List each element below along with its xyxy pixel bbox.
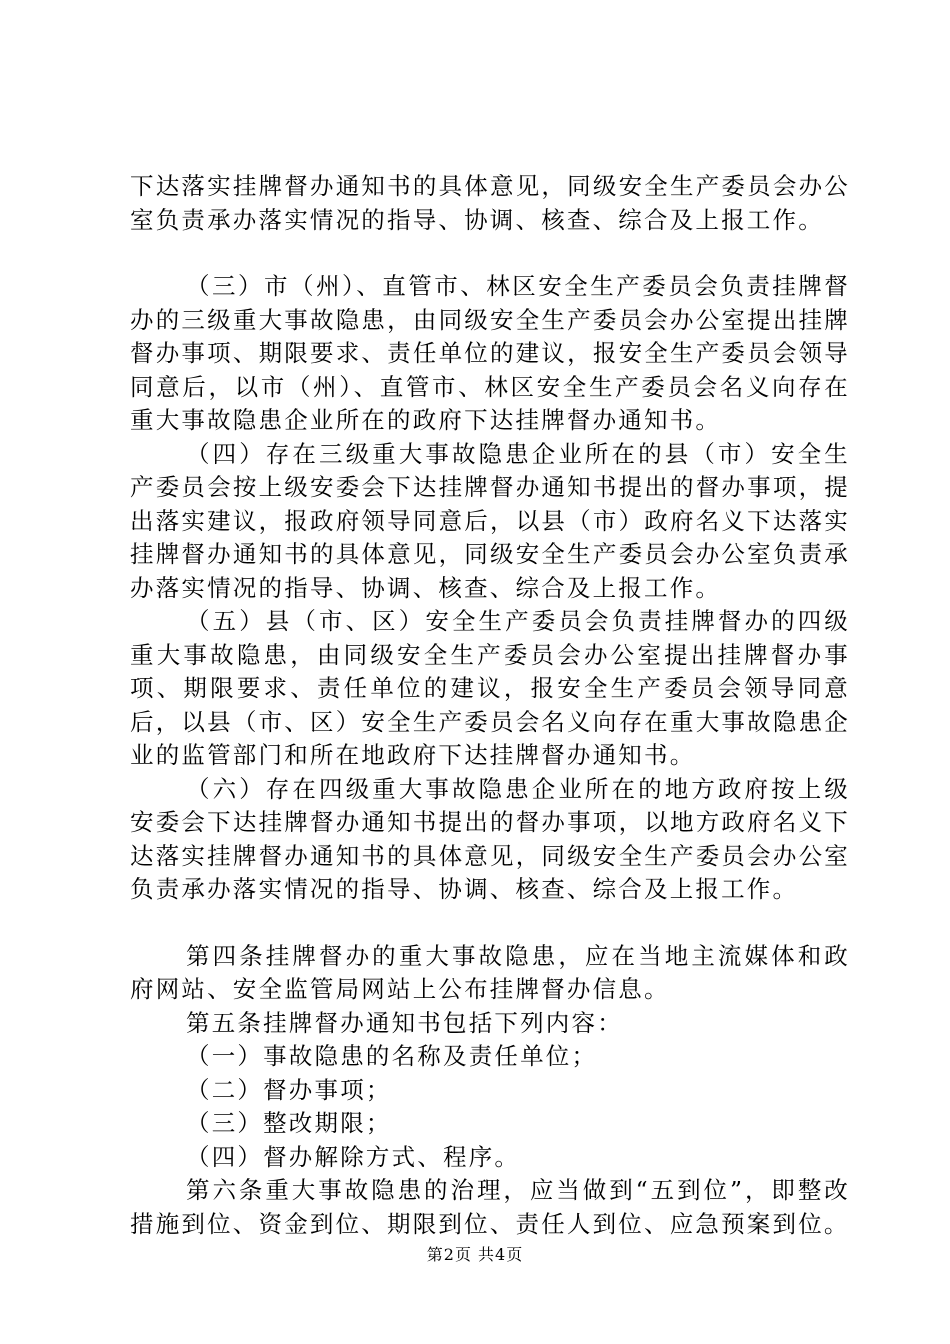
page-footer: 第2页 共4页 <box>426 1245 524 1264</box>
paragraph-item-5: （五）县（市、区）安全生产委员会负责挂牌督办的四级重大事故隐患，由同级安全生产委员会办公室提出挂牌督办事项、期限要求、责任单位的建议，报安全生产委员会领导同意后，以县（市、区）安全生产委员会名义向存在重大事故隐患企业的监管部门和所在地政府下达挂牌督办通知书。 <box>130 607 850 769</box>
paragraph-article-4: 第四条挂牌督办的重大事故隐患，应在当地主流媒体和政府网站、安全监管局网站上公布挂牌督办信息。 <box>130 941 850 1003</box>
paragraph-item-3: （三）市（州）、直管市、林区安全生产委员会负责挂牌督办的三级重大事故隐患，由同级安全生产委员会办公室提出挂牌督办事项、期限要求、责任单位的建议，报安全生产委员会领导同意后，以市（州）、直管市、林区安全生产委员会名义向存在重大事故隐患企业所在的政府下达挂牌督办通知书。 <box>130 272 850 434</box>
list-item-3: （三）整改期限； <box>186 1109 392 1137</box>
list-item-1: （一）事故隐患的名称及责任单位； <box>186 1042 598 1070</box>
document-body <box>130 170 850 1241</box>
paragraph-item-6: （六）存在四级重大事故隐患企业所在的地方政府按上级安委会下达挂牌督办通知书提出的督办事项，以地方政府名义下达落实挂牌督办通知书的具体意见，同级安全生产委员会办公室负责承办落实情况的指导、协调、核查、综合及上报工作。 <box>130 774 850 903</box>
paragraph-item-4: （四）存在三级重大事故隐患企业所在的县（市）安全生产委员会按上级安委会下达挂牌督办通知书提出的督办事项，提出落实建议，报政府领导同意后，以县（市）政府名义下达落实挂牌督办通知书的具体意见，同级安全生产委员会办公室负责承办落实情况的指导、协调、核查、综合及上报工作。 <box>130 439 850 602</box>
list-item-2: （二）督办事项； <box>186 1075 392 1104</box>
paragraph-continuation: 下达落实挂牌督办通知书的具体意见，同级安全生产委员会办公室负责承办落实情况的指导、协调、核查、综合及上报工作。 <box>130 172 850 234</box>
paragraph-article-5: 第五条挂牌督办通知书包括下列内容： <box>186 1008 623 1037</box>
paragraph-article-6: 第六条重大事故隐患的治理，应当做到“五到位”，即整改措施到位、资金到位、期限到位、责任人到位、应急预案到位。 <box>130 1176 850 1238</box>
list-item-4: （四）督办解除方式、程序。 <box>186 1142 521 1171</box>
